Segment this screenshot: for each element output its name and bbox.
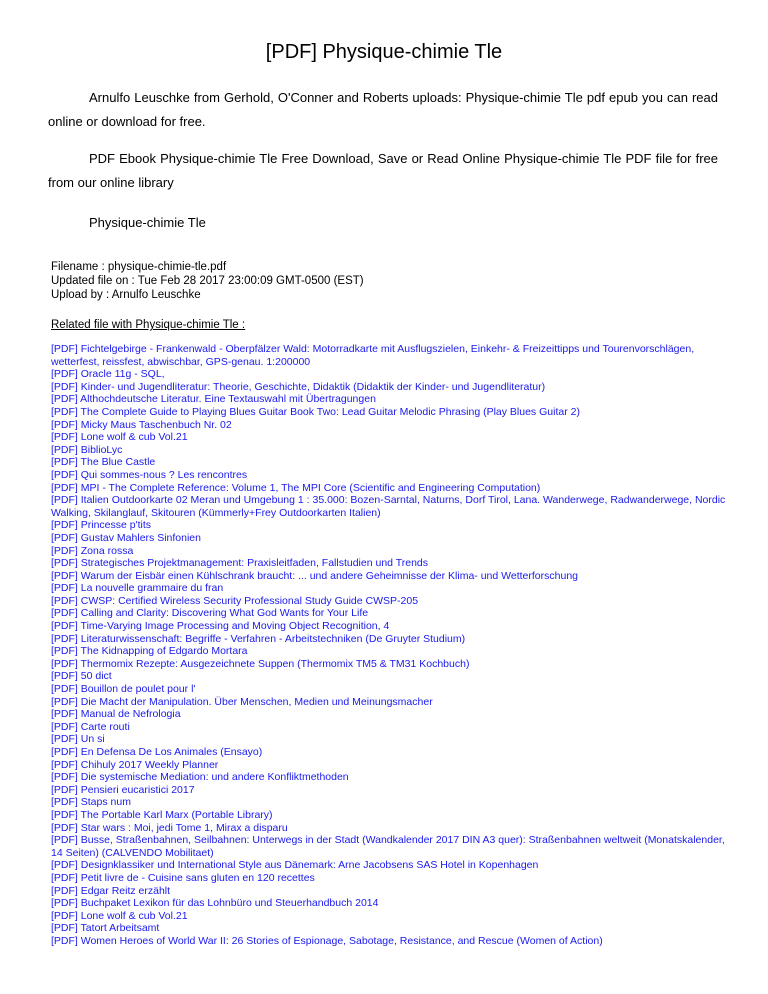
related-file-link[interactable]: [PDF] Star wars : Moi, jedi Tome 1, Mirax a disparu [51,821,288,834]
book-subheading: Physique-chimie Tle [89,215,206,230]
related-file-link[interactable]: [PDF] Un si [51,733,105,746]
related-file-link[interactable]: [PDF] Pensieri eucaristici 2017 [51,783,195,796]
uploader-line: Upload by : Arnulfo Leuschke [51,289,201,301]
related-file-link[interactable]: [PDF] La nouvelle grammaire du fran [51,582,224,595]
related-file-link[interactable]: [PDF] Busse, Straßenbahnen, Seilbahnen: Unterwegs in der Stadt (Wandkalender 2017 DIN A3 quer): Straßenbahnen weltweit (Monatskalender, 14 Seiten) (CALVENDO Mobilitaet) [51,834,725,859]
related-file-link[interactable]: [PDF] Bouillon de poulet pour l' [51,683,196,696]
related-file-link[interactable]: [PDF] Calling and Clarity: Discovering What God Wants for Your Life [51,607,369,620]
intro-paragraph: Arnulfo Leuschke from Gerhold, O'Conner and Roberts uploads: Physique-chimie Tle pdf epub you can read online or download for free. [48,90,718,129]
related-file-link[interactable]: [PDF] Kinder- und Jugendliteratur: Theorie, Geschichte, Didaktik (Didaktik der Kinder- und Jugendliteratur) [51,380,546,393]
related-file-link[interactable]: [PDF] Lone wolf & cub Vol.21 [51,909,188,922]
related-file-link[interactable]: [PDF] The Kidnapping of Edgardo Mortara [51,645,248,658]
related-file-link[interactable]: [PDF] Women Heroes of World War II: 26 Stories of Espionage, Sabotage, Resistance, and Rescue (Women of Action) [51,934,603,947]
related-file-link[interactable]: [PDF] Time-Varying Image Processing and Moving Object Recognition, 4 [51,620,390,633]
related-file-link[interactable]: [PDF] BiblioLyc [51,443,123,456]
related-file-link[interactable]: [PDF] Thermomix Rezepte: Ausgezeichnete Suppen (Thermomix TM5 & TM31 Kochbuch) [51,657,470,670]
related-file-link[interactable]: [PDF] Tatort Arbeitsamt [51,922,160,935]
related-file-link[interactable]: [PDF] Carte routi [51,720,130,733]
related-file-link[interactable]: [PDF] Italien Outdoorkarte 02 Meran und Umgebung 1 : 35.000: Bozen-Sarntal, Naturns, Dorf Tirol, Lana. Wanderwege, Radwanderwege, Nordic Walking, Skilanglauf, Skitouren (Kümmerly+Frey Outdoorkarten Italien) [51,494,726,519]
related-file-link[interactable]: [PDF] Warum der Eisbär einen Kühlschrank braucht: ... und andere Geheimnisse der Klima- und Wetterforschung [51,569,578,582]
related-file-link[interactable]: [PDF] Edgar Reitz erzählt [51,884,171,897]
related-file-link[interactable]: [PDF] Fichtelgebirge - Frankenwald - Oberpfälzer Wald: Motorradkarte mit Ausflugszielen, Einkehr- & Freizeittipps und Tourenvorschlägen, wetterfest, reissfest, abwischbar, GPS-genau. 1:200000 [51,343,695,368]
filename-line: Filename : physique-chimie-tle.pdf [51,261,227,273]
related-file-link[interactable]: [PDF] MPI - The Complete Reference: Volume 1, The MPI Core (Scientific and Engineering Computation) [51,481,541,494]
related-file-link[interactable]: [PDF] Chihuly 2017 Weekly Planner [51,758,219,771]
related-file-link[interactable]: [PDF] Oracle 11g - SQL, [51,368,165,381]
related-file-link[interactable]: [PDF] Designklassiker und International Style aus Dänemark: Arne Jacobsens SAS Hotel in Kopenhagen [51,859,539,872]
related-file-link[interactable]: [PDF] The Complete Guide to Playing Blues Guitar Book Two: Lead Guitar Melodic Phrasing (Play Blues Guitar 2) [51,405,580,418]
updated-line: Updated file on : Tue Feb 28 2017 23:00:09 GMT-0500 (EST) [51,275,364,287]
related-file-link[interactable]: [PDF] 50 dict [51,670,112,683]
related-file-link[interactable]: [PDF] Princesse p'tits [51,519,152,532]
related-file-link[interactable]: [PDF] The Portable Karl Marx (Portable Library) [51,808,273,821]
page-title: [PDF] Physique-chimie Tle [265,41,503,63]
related-files-list [51,343,731,948]
related-file-link[interactable]: [PDF] Gustav Mahlers Sinfonien [51,531,201,544]
related-file-link[interactable]: [PDF] Petit livre de - Cuisine sans gluten en 120 recettes [51,871,315,884]
related-file-link[interactable]: [PDF] Strategisches Projektmanagement: Praxisleitfaden, Fallstudien und Trends [51,557,429,570]
description-paragraph: PDF Ebook Physique-chimie Tle Free Download, Save or Read Online Physique-chimie Tle PDF file for free from our online library [48,151,718,190]
related-file-link[interactable]: [PDF] Qui sommes-nous ? Les rencontres [51,468,248,481]
related-files-heading: Related file with Physique-chimie Tle : [51,319,246,331]
related-file-link[interactable]: [PDF] CWSP: Certified Wireless Security Professional Study Guide CWSP-205 [51,594,419,607]
related-file-link[interactable]: [PDF] Zona rossa [51,544,134,557]
related-file-link[interactable]: [PDF] Staps num [51,796,131,809]
related-file-link[interactable]: [PDF] Micky Maus Taschenbuch Nr. 02 [51,418,232,431]
file-metadata [51,260,364,302]
related-file-link[interactable]: [PDF] En Defensa De Los Animales (Ensayo) [51,746,263,758]
related-file-link[interactable]: [PDF] Die Macht der Manipulation. Über Menschen, Medien und Meinungsmacher [51,695,433,708]
related-file-link[interactable]: [PDF] Literaturwissenschaft: Begriffe - Verfahren - Arbeitstechniken (De Gruyter Studium) [51,632,466,645]
related-file-link[interactable]: [PDF] Manual de Nefrologia [51,708,181,721]
related-file-link[interactable]: [PDF] Buchpaket Lexikon für das Lohnbüro und Steuerhandbuch 2014 [51,897,379,910]
related-file-link[interactable]: [PDF] Die systemische Mediation: und andere Konfliktmethoden [51,771,349,784]
related-file-link[interactable]: [PDF] Lone wolf & cub Vol.21 [51,431,188,444]
related-file-link[interactable]: [PDF] The Blue Castle [51,456,156,469]
related-file-link[interactable]: [PDF] Althochdeutsche Literatur. Eine Textauswahl mit Übertragungen [51,393,376,406]
